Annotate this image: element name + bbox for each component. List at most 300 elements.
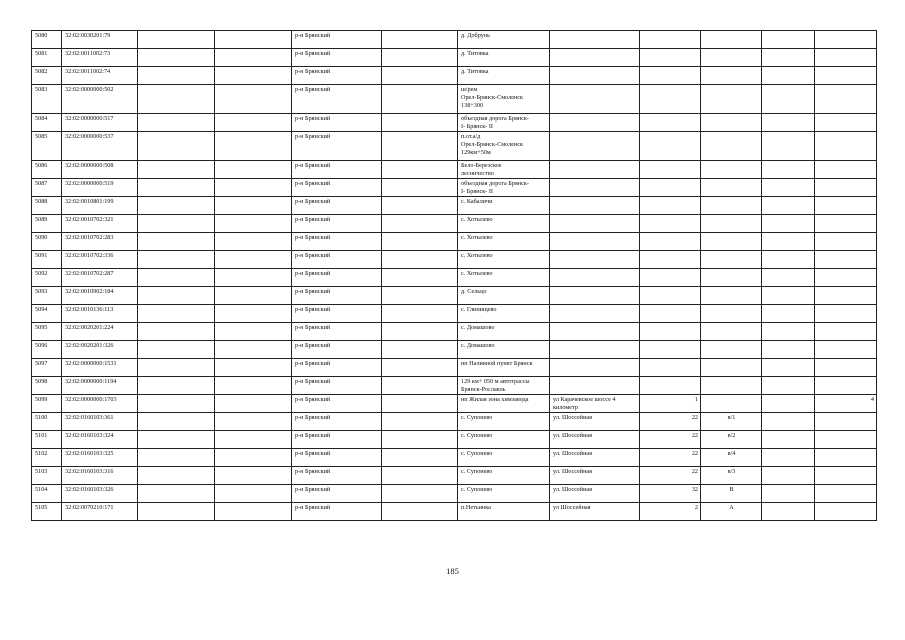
empty-cell xyxy=(138,323,215,341)
empty-cell xyxy=(215,323,292,341)
empty-cell xyxy=(215,215,292,233)
locality: с. Супонево xyxy=(458,449,550,467)
record-number: 5086 xyxy=(32,161,62,179)
empty-cell xyxy=(382,197,458,215)
empty-cell xyxy=(138,305,215,323)
empty-cell xyxy=(138,287,215,305)
building-letter xyxy=(701,359,762,377)
street: ул. Шоссейная xyxy=(550,467,640,485)
empty-cell xyxy=(762,323,815,341)
empty-cell xyxy=(382,413,458,431)
district: р-н Брянский xyxy=(292,323,382,341)
district: р-н Брянский xyxy=(292,431,382,449)
empty-cell xyxy=(215,179,292,197)
locality: с. Супонево xyxy=(458,485,550,503)
record-number: 5096 xyxy=(32,341,62,359)
empty-cell xyxy=(382,114,458,132)
empty-cell xyxy=(762,233,815,251)
street xyxy=(550,323,640,341)
extra-number xyxy=(815,179,877,197)
district: р-н Брянский xyxy=(292,449,382,467)
empty-cell xyxy=(138,413,215,431)
district: р-н Брянский xyxy=(292,197,382,215)
cadastral-number: 32:02:0010702:283 xyxy=(62,233,138,251)
district: р-н Брянский xyxy=(292,85,382,114)
extra-number xyxy=(815,251,877,269)
empty-cell xyxy=(382,377,458,395)
locality: с. Супонево xyxy=(458,413,550,431)
empty-cell xyxy=(138,395,215,413)
record-number: 5084 xyxy=(32,114,62,132)
street xyxy=(550,251,640,269)
street: ул Шоссейная xyxy=(550,503,640,521)
record-number: 5087 xyxy=(32,179,62,197)
locality: с. Хотылево xyxy=(458,233,550,251)
district: р-н Брянский xyxy=(292,395,382,413)
empty-cell xyxy=(762,359,815,377)
empty-cell xyxy=(762,467,815,485)
house-number xyxy=(640,323,701,341)
district: р-н Брянский xyxy=(292,251,382,269)
district: р-н Брянский xyxy=(292,377,382,395)
empty-cell xyxy=(382,323,458,341)
empty-cell xyxy=(762,31,815,49)
house-number xyxy=(640,85,701,114)
extra-number xyxy=(815,114,877,132)
extra-number xyxy=(815,31,877,49)
locality: 129 км+ 050 м автотрассы Брянск-Рославль xyxy=(458,377,550,395)
empty-cell xyxy=(382,269,458,287)
extra-number xyxy=(815,233,877,251)
table-row xyxy=(32,31,877,49)
building-letter xyxy=(701,161,762,179)
locality: д. Сельцо xyxy=(458,287,550,305)
empty-cell xyxy=(382,359,458,377)
empty-cell xyxy=(138,503,215,521)
table-row xyxy=(32,413,877,431)
district: р-н Брянский xyxy=(292,269,382,287)
extra-number xyxy=(815,467,877,485)
house-number xyxy=(640,179,701,197)
district: р-н Брянский xyxy=(292,341,382,359)
locality: с. Кабаличи xyxy=(458,197,550,215)
locality: объездная дорога Брянск- I- Брянск- II xyxy=(458,114,550,132)
table-row xyxy=(32,287,877,305)
building-letter xyxy=(701,197,762,215)
empty-cell xyxy=(382,503,458,521)
empty-cell xyxy=(762,269,815,287)
table-row xyxy=(32,251,877,269)
house-number xyxy=(640,114,701,132)
cadastral-number: 32:02:0010801:199 xyxy=(62,197,138,215)
district: р-н Брянский xyxy=(292,179,382,197)
table-row xyxy=(32,359,877,377)
empty-cell xyxy=(382,251,458,269)
cadastral-number: 32:02:0160103:326 xyxy=(62,485,138,503)
street xyxy=(550,49,640,67)
street xyxy=(550,287,640,305)
building-letter xyxy=(701,251,762,269)
empty-cell xyxy=(215,85,292,114)
house-number xyxy=(640,49,701,67)
street xyxy=(550,179,640,197)
empty-cell xyxy=(138,485,215,503)
locality: с. Домашово xyxy=(458,323,550,341)
empty-cell xyxy=(138,269,215,287)
extra-number xyxy=(815,49,877,67)
street xyxy=(550,377,640,395)
extra-number xyxy=(815,377,877,395)
district: р-н Брянский xyxy=(292,67,382,85)
record-number: 5101 xyxy=(32,431,62,449)
house-number xyxy=(640,287,701,305)
street: ул. Шоссейная xyxy=(550,485,640,503)
building-letter: в/2 xyxy=(701,431,762,449)
locality: п.Нетьинка xyxy=(458,503,550,521)
record-number: 5083 xyxy=(32,85,62,114)
street: ул Карачевское шоссе 4 километр xyxy=(550,395,640,413)
district: р-н Брянский xyxy=(292,215,382,233)
district: р-н Брянский xyxy=(292,485,382,503)
record-number: 5100 xyxy=(32,413,62,431)
cadastral-number: 32:02:0070210:171 xyxy=(62,503,138,521)
street xyxy=(550,85,640,114)
empty-cell xyxy=(762,503,815,521)
table-row xyxy=(32,503,877,521)
building-letter xyxy=(701,395,762,413)
empty-cell xyxy=(215,503,292,521)
extra-number xyxy=(815,161,877,179)
district: р-н Брянский xyxy=(292,413,382,431)
building-letter xyxy=(701,49,762,67)
house-number xyxy=(640,161,701,179)
building-letter xyxy=(701,233,762,251)
street xyxy=(550,359,640,377)
empty-cell xyxy=(762,449,815,467)
cadastral-number: 32:02:0000000:502 xyxy=(62,85,138,114)
empty-cell xyxy=(215,341,292,359)
cadastral-number: 32:02:0000000:1531 xyxy=(62,359,138,377)
empty-cell xyxy=(215,251,292,269)
cadastral-number: 32:02:0010702:321 xyxy=(62,215,138,233)
building-letter: в/3 xyxy=(701,467,762,485)
house-number: 22 xyxy=(640,467,701,485)
extra-number xyxy=(815,85,877,114)
table-row xyxy=(32,449,877,467)
building-letter xyxy=(701,132,762,161)
empty-cell xyxy=(762,413,815,431)
empty-cell xyxy=(382,341,458,359)
street xyxy=(550,161,640,179)
locality: д. Добрунь xyxy=(458,31,550,49)
district: р-н Брянский xyxy=(292,305,382,323)
empty-cell xyxy=(762,197,815,215)
cadastral-number: 32:02:0011002:73 xyxy=(62,49,138,67)
empty-cell xyxy=(138,341,215,359)
empty-cell xyxy=(382,161,458,179)
extra-number xyxy=(815,485,877,503)
street xyxy=(550,233,640,251)
locality: с. Супонево xyxy=(458,431,550,449)
empty-cell xyxy=(382,395,458,413)
cadastral-number: 32:02:0160103:361 xyxy=(62,413,138,431)
empty-cell xyxy=(215,485,292,503)
extra-number xyxy=(815,132,877,161)
empty-cell xyxy=(762,161,815,179)
empty-cell xyxy=(215,31,292,49)
house-number: 22 xyxy=(640,413,701,431)
empty-cell xyxy=(138,161,215,179)
house-number xyxy=(640,31,701,49)
table-row xyxy=(32,233,877,251)
empty-cell xyxy=(382,431,458,449)
building-letter xyxy=(701,215,762,233)
street xyxy=(550,197,640,215)
table-row xyxy=(32,197,877,215)
empty-cell xyxy=(762,67,815,85)
empty-cell xyxy=(215,132,292,161)
record-number: 5093 xyxy=(32,287,62,305)
cadastral-number: 32:02:0000000:1194 xyxy=(62,377,138,395)
locality: нп Жилая зона химзавода xyxy=(458,395,550,413)
empty-cell xyxy=(762,49,815,67)
building-letter xyxy=(701,287,762,305)
empty-cell xyxy=(382,67,458,85)
extra-number xyxy=(815,359,877,377)
extra-number xyxy=(815,341,877,359)
table-row xyxy=(32,305,877,323)
district: р-н Брянский xyxy=(292,132,382,161)
street: ул. Шоссейная xyxy=(550,431,640,449)
cadastral-number: 32:02:0000000:537 xyxy=(62,132,138,161)
locality: с. Супонево xyxy=(458,467,550,485)
extra-number xyxy=(815,197,877,215)
district: р-н Брянский xyxy=(292,114,382,132)
empty-cell xyxy=(215,161,292,179)
empty-cell xyxy=(762,251,815,269)
empty-cell xyxy=(215,449,292,467)
cadastral-number: 32:02:0000000:519 xyxy=(62,179,138,197)
street xyxy=(550,114,640,132)
locality: д. Титовка xyxy=(458,67,550,85)
empty-cell xyxy=(382,233,458,251)
table-row xyxy=(32,161,877,179)
house-number xyxy=(640,269,701,287)
district: р-н Брянский xyxy=(292,233,382,251)
empty-cell xyxy=(138,179,215,197)
table-row xyxy=(32,341,877,359)
extra-number xyxy=(815,413,877,431)
building-letter: в/4 xyxy=(701,449,762,467)
empty-cell xyxy=(138,132,215,161)
table-row xyxy=(32,179,877,197)
locality: Бело-Березское лесничество xyxy=(458,161,550,179)
cadastral-number: 32:02:0000000:508 xyxy=(62,161,138,179)
record-number: 5099 xyxy=(32,395,62,413)
street xyxy=(550,132,640,161)
street: ул. Шоссейная xyxy=(550,413,640,431)
empty-cell xyxy=(762,431,815,449)
register-table xyxy=(31,30,877,521)
house-number xyxy=(640,67,701,85)
locality: с. Домашово xyxy=(458,341,550,359)
locality: с. Глинищево xyxy=(458,305,550,323)
extra-number xyxy=(815,503,877,521)
empty-cell xyxy=(215,49,292,67)
extra-number xyxy=(815,215,877,233)
table-row xyxy=(32,395,877,413)
record-number: 5105 xyxy=(32,503,62,521)
empty-cell xyxy=(762,179,815,197)
table-row xyxy=(32,269,877,287)
district: р-н Брянский xyxy=(292,31,382,49)
empty-cell xyxy=(138,114,215,132)
empty-cell xyxy=(215,395,292,413)
street: ул. Шоссейная xyxy=(550,449,640,467)
cadastral-number: 32:02:0160103:325 xyxy=(62,449,138,467)
district: р-н Брянский xyxy=(292,467,382,485)
locality: п.от.а/д Орел-Брянск-Смоленск 129км+50м xyxy=(458,132,550,161)
locality: с. Хотылево xyxy=(458,251,550,269)
cadastral-number: 32:02:0010702:287 xyxy=(62,269,138,287)
record-number: 5092 xyxy=(32,269,62,287)
empty-cell xyxy=(138,197,215,215)
empty-cell xyxy=(215,377,292,395)
record-number: 5104 xyxy=(32,485,62,503)
district: р-н Брянский xyxy=(292,161,382,179)
record-number: 5082 xyxy=(32,67,62,85)
empty-cell xyxy=(138,467,215,485)
empty-cell xyxy=(215,467,292,485)
building-letter xyxy=(701,377,762,395)
empty-cell xyxy=(138,449,215,467)
cadastral-number: 32:02:0010702:336 xyxy=(62,251,138,269)
record-number: 5085 xyxy=(32,132,62,161)
district: р-н Брянский xyxy=(292,359,382,377)
empty-cell xyxy=(215,287,292,305)
empty-cell xyxy=(215,197,292,215)
empty-cell xyxy=(762,215,815,233)
table-row xyxy=(32,377,877,395)
house-number xyxy=(640,359,701,377)
locality: с. Хотылево xyxy=(458,215,550,233)
house-number xyxy=(640,197,701,215)
record-number: 5102 xyxy=(32,449,62,467)
empty-cell xyxy=(762,395,815,413)
record-number: 5095 xyxy=(32,323,62,341)
empty-cell xyxy=(762,377,815,395)
record-number: 5098 xyxy=(32,377,62,395)
empty-cell xyxy=(382,215,458,233)
empty-cell xyxy=(138,377,215,395)
building-letter xyxy=(701,114,762,132)
street xyxy=(550,215,640,233)
street xyxy=(550,341,640,359)
cadastral-number: 32:02:0020201:326 xyxy=(62,341,138,359)
empty-cell xyxy=(762,85,815,114)
cadastral-number: 32:02:0020201:224 xyxy=(62,323,138,341)
record-number: 5091 xyxy=(32,251,62,269)
house-number xyxy=(640,341,701,359)
cadastral-number: 32:02:0160103:324 xyxy=(62,431,138,449)
empty-cell xyxy=(138,359,215,377)
empty-cell xyxy=(138,251,215,269)
table-row xyxy=(32,114,877,132)
district: р-н Брянский xyxy=(292,503,382,521)
empty-cell xyxy=(382,31,458,49)
cadastral-number: 32:02:0160103:316 xyxy=(62,467,138,485)
empty-cell xyxy=(382,449,458,467)
extra-number xyxy=(815,305,877,323)
page-number: 185 xyxy=(446,566,459,576)
building-letter xyxy=(701,323,762,341)
empty-cell xyxy=(215,233,292,251)
empty-cell xyxy=(138,49,215,67)
building-letter: А xyxy=(701,503,762,521)
record-number: 5097 xyxy=(32,359,62,377)
street xyxy=(550,67,640,85)
table-row xyxy=(32,67,877,85)
house-number xyxy=(640,233,701,251)
empty-cell xyxy=(215,305,292,323)
extra-number xyxy=(815,431,877,449)
record-number: 5080 xyxy=(32,31,62,49)
house-number xyxy=(640,215,701,233)
extra-number xyxy=(815,269,877,287)
empty-cell xyxy=(138,85,215,114)
empty-cell xyxy=(215,431,292,449)
table-row xyxy=(32,215,877,233)
locality: д. Титовка xyxy=(458,49,550,67)
record-number: 5094 xyxy=(32,305,62,323)
empty-cell xyxy=(215,114,292,132)
building-letter xyxy=(701,179,762,197)
building-letter xyxy=(701,269,762,287)
locality: нп Наливной пункт Брянск xyxy=(458,359,550,377)
empty-cell xyxy=(382,85,458,114)
empty-cell xyxy=(762,305,815,323)
house-number: 2 xyxy=(640,503,701,521)
cadastral-number: 32:02:0000000:1703 xyxy=(62,395,138,413)
street xyxy=(550,31,640,49)
house-number: 22 xyxy=(640,431,701,449)
empty-cell xyxy=(382,467,458,485)
table-row xyxy=(32,467,877,485)
empty-cell xyxy=(138,431,215,449)
building-letter xyxy=(701,341,762,359)
cadastral-number: 32:02:0011002:74 xyxy=(62,67,138,85)
empty-cell xyxy=(215,269,292,287)
locality: объездная дорога Брянск- I- Брянск- II xyxy=(458,179,550,197)
table-row xyxy=(32,85,877,114)
empty-cell xyxy=(762,485,815,503)
empty-cell xyxy=(762,341,815,359)
building-letter: в/1 xyxy=(701,413,762,431)
cadastral-number: 32:02:0030201:79 xyxy=(62,31,138,49)
house-number: 32 xyxy=(640,485,701,503)
empty-cell xyxy=(138,31,215,49)
extra-number xyxy=(815,323,877,341)
district: р-н Брянский xyxy=(292,287,382,305)
cadastral-number: 32:02:0000000:517 xyxy=(62,114,138,132)
house-number xyxy=(640,377,701,395)
record-number: 5090 xyxy=(32,233,62,251)
district: р-н Брянский xyxy=(292,49,382,67)
cadastral-number: 32:02:0010902:184 xyxy=(62,287,138,305)
extra-number xyxy=(815,67,877,85)
extra-number: 4 xyxy=(815,395,877,413)
locality: ш/рем Орел-Брянск-Смоленск 138+300 xyxy=(458,85,550,114)
